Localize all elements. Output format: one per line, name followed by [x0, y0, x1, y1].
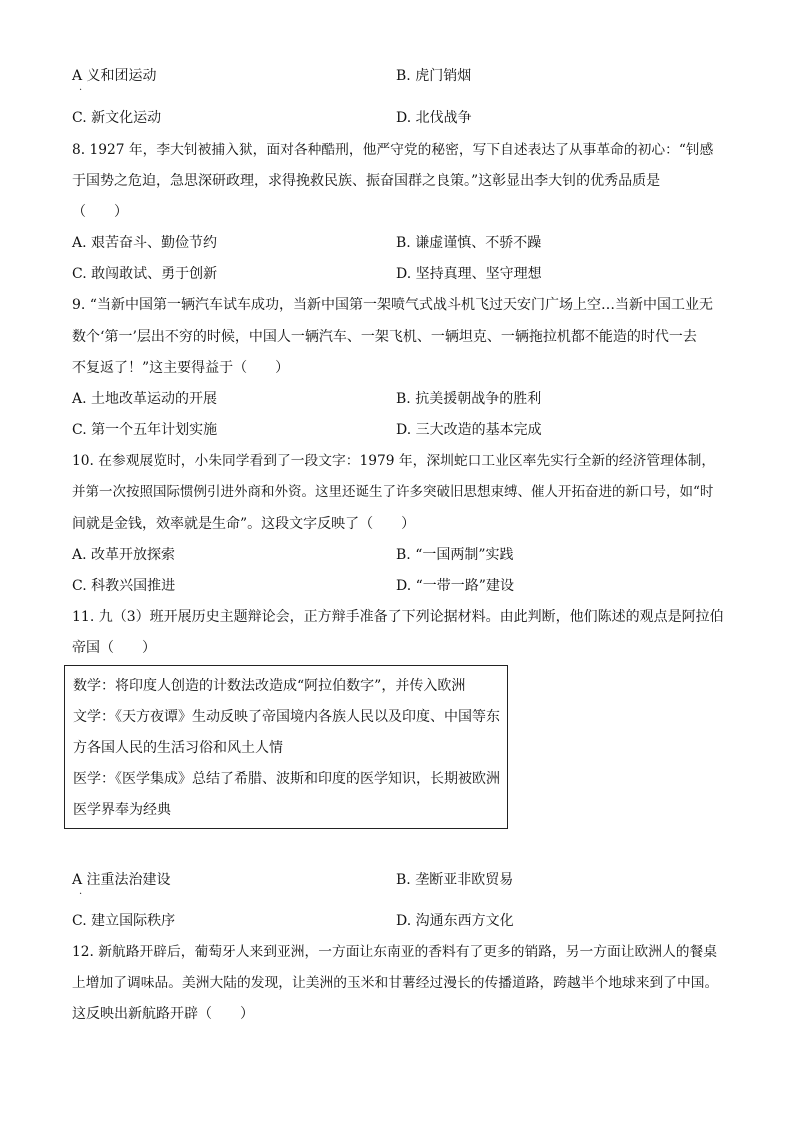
q7-option-b[interactable]: B. 虎门销烟 [396, 68, 472, 84]
q11-option-c[interactable]: C. 建立国际秩序 [72, 913, 176, 929]
evidence-literature-cont: 方各国人民的生活习俗和风土人情 [73, 740, 283, 756]
q7-option-c[interactable]: C. 新文化运动 [72, 110, 162, 126]
q9-stem-line3: 不复返了！”这主要得益于（ ） [72, 360, 290, 376]
q7-option-d[interactable]: D. 北伐战争 [396, 110, 472, 126]
q8-option-b[interactable]: B. 谦虚谨慎、不骄不躁 [396, 235, 542, 251]
q8-option-c[interactable]: C. 敢闯敢试、勇于创新 [72, 266, 218, 282]
q11-option-a[interactable]: A 注重法治建设 [72, 872, 171, 888]
q9-option-b[interactable]: B. 抗美援朝战争的胜利 [396, 391, 542, 407]
q9-stem-line1: 9. “当新中国第一辆汽车试车成功，当新中国第一架喷气式战斗机飞过天安门广场上空…当新中国工业无 [72, 297, 713, 313]
q9-option-a[interactable]: A. 土地改革运动的开展 [72, 391, 218, 407]
q8-stem-line3: （ ） [72, 204, 128, 220]
q12-stem-line1: 12. 新航路开辟后，葡萄牙人来到亚洲，一方面让东南亚的香料有了更多的销路，另一方面让欧洲人的餐桌 [72, 944, 717, 960]
q10-option-c[interactable]: C. 科教兴国推进 [72, 578, 176, 594]
evidence-medicine: 医学：《医学集成》总结了希腊、波斯和印度的医学知识，长期被欧洲 [73, 771, 500, 787]
q8-option-a[interactable]: A. 艰苦奋斗、勤俭节约 [72, 235, 218, 251]
q11-option-b[interactable]: B. 垄断亚非欧贸易 [396, 872, 514, 888]
q8-stem-line1: 8. 1927 年，李大钊被捕入狱，面对各种酷刑，他严守党的秘密，写下自述表达了从事革命的初心：“钊感 [72, 142, 714, 158]
evidence-literature: 文学：《天方夜谭》生动反映了帝国境内各族人民以及印度、中国等东 [73, 709, 500, 725]
q10-option-a[interactable]: A. 改革开放探索 [72, 547, 176, 563]
q9-stem-line2: 数个‘第一’层出不穷的时候，中国人一辆汽车、一架飞机、一辆坦克、一辆拖拉机都不能造的时代一去 [72, 329, 697, 345]
q12-stem-line2: 上增加了调味品。美洲大陆的发现，让美洲的玉米和甘薯经过漫长的传播道路，跨越半个地球来到了中国。 [72, 975, 719, 991]
q8-stem-line2: 于国势之危迫，急思深研政理，求得挽救民族、振奋国群之良策。”这彰显出李大钊的优秀品质是 [72, 173, 661, 189]
q10-stem-line3: 间就是金钱，效率就是生命”。这段文字反映了（ ） [72, 516, 416, 532]
q10-option-b[interactable]: B. “一国两制”实践 [396, 547, 514, 563]
option-mark: · [79, 85, 83, 96]
q12-stem-line3: 这反映出新航路开辟（ ） [72, 1006, 254, 1022]
option-mark: · [79, 889, 83, 900]
q11-option-d[interactable]: D. 沟通东西方文化 [396, 913, 514, 929]
q10-option-d[interactable]: D. “一带一路”建设 [396, 578, 514, 594]
evidence-medicine-cont: 医学界奉为经典 [73, 802, 171, 818]
q11-stem-line2: 帝国（ ） [72, 640, 156, 656]
q8-option-d[interactable]: D. 坚持真理、坚守理想 [396, 266, 542, 282]
q9-option-d[interactable]: D. 三大改造的基本完成 [396, 422, 542, 438]
evidence-math: 数学：将印度人创造的计数法改造成“阿拉伯数字”，并传入欧洲 [73, 678, 466, 694]
q10-stem-line2: 并第一次按照国际惯例引进外商和外资。这里还诞生了许多突破旧思想束缚、催人开拓奋进的新口号，如“时 [72, 484, 714, 500]
evidence-box [64, 665, 508, 829]
q7-option-a[interactable]: A 义和团运动 [72, 68, 157, 84]
q10-stem-line1: 10. 在参观展览时，小朱同学看到了一段文字：1979 年，深圳蛇口工业区率先实行全新的经济管理体制， [72, 453, 716, 469]
q11-stem-line1: 11. 九（3）班开展历史主题辩论会，正方辩手准备了下列论据材料。由此判断，他们陈述的观点是阿拉伯 [72, 609, 724, 625]
q9-option-c[interactable]: C. 第一个五年计划实施 [72, 422, 218, 438]
